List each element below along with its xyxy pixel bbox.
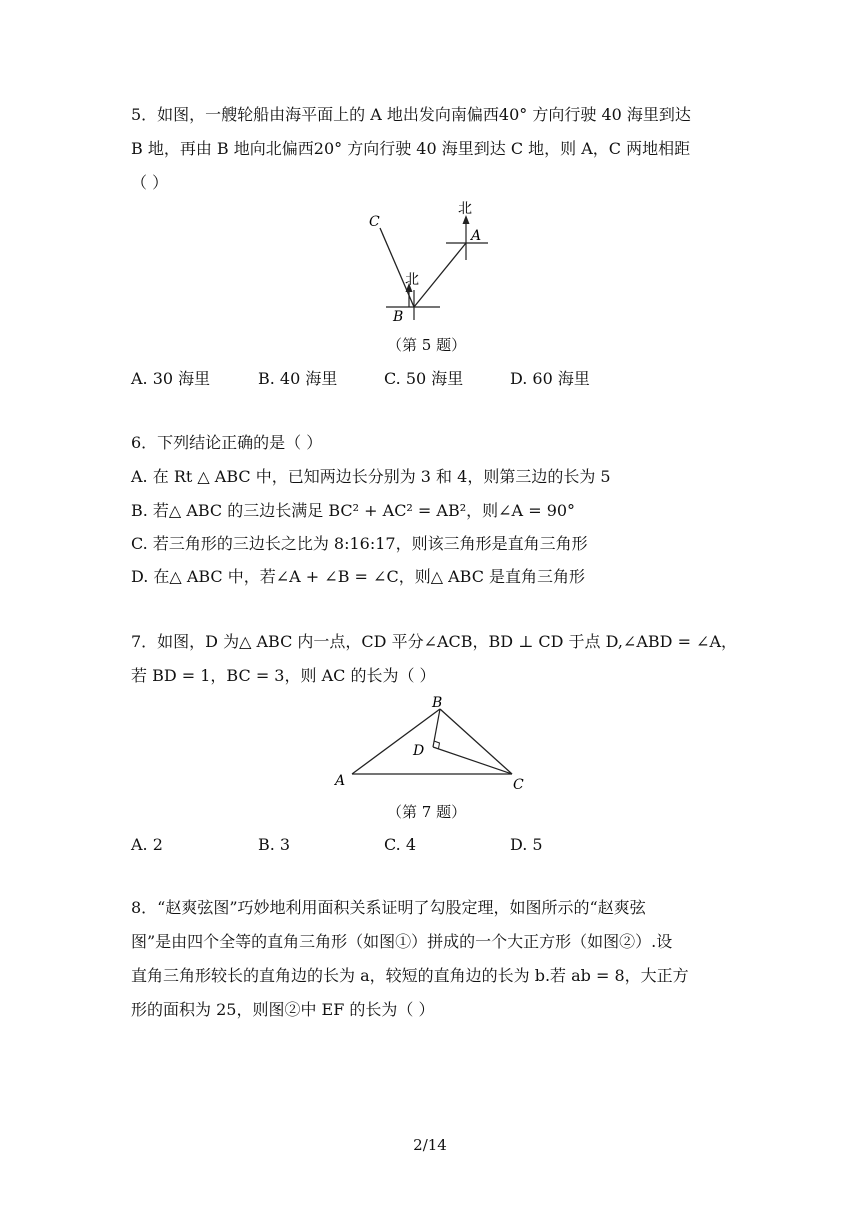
q5-label-north-b: 北	[405, 272, 419, 288]
q7-segment-bc	[440, 709, 512, 774]
q6-stem: 6．下列结论正确的是（ ）	[131, 433, 323, 452]
q5-option-c: C. 50 海里	[384, 369, 464, 388]
q5-option-b: B. 40 海里	[258, 369, 338, 388]
q8-stem-line-1: 8．“赵爽弦图”巧妙地利用面积关系证明了勾股定理，如图所示的“赵爽弦	[131, 898, 646, 917]
q5-option-d: D. 60 海里	[510, 369, 590, 388]
q5-label-b: B	[393, 309, 404, 325]
q7-caption: （第 7 题）	[387, 803, 467, 821]
q5-label-c: C	[369, 214, 380, 230]
q8-stem-line-2: 图”是由四个全等的直角三角形（如图①）拼成的一个大正方形（如图②）.设	[131, 932, 673, 951]
q7-label-d: D	[413, 743, 425, 759]
q5-label-a: A	[471, 228, 482, 244]
q7-figure	[330, 693, 530, 793]
q7-label-b: B	[432, 695, 443, 711]
q5-caption: （第 5 题）	[387, 336, 467, 354]
q5-option-a: A. 30 海里	[131, 369, 211, 388]
q5-segment-ba	[414, 243, 466, 307]
q5-figure	[360, 200, 500, 330]
q5-stem-line-2: B 地，再由 B 地向北偏西20° 方向行驶 40 海里到达 C 地，则 A，C 两地相距	[131, 139, 691, 158]
q7-option-b: B. 3	[258, 835, 291, 854]
q7-stem-line-2: 若 BD = 1，BC = 3，则 AC 的长为（ ）	[131, 666, 436, 685]
q7-segment-ab	[352, 709, 440, 774]
q6-option-a: A. 在 Rt △ ABC 中，已知两边长分别为 3 和 4，则第三边的长为 5	[131, 467, 611, 486]
q7-label-a: A	[335, 773, 346, 789]
q8-stem-line-3: 直角三角形较长的直角边的长为 a，较短的直角边的长为 b.若 ab = 8，大正方	[131, 966, 689, 985]
q5-stem-line-1: 5．如图，一艘轮船由海平面上的 A 地出发向南偏西40° 方向行驶 40 海里到达	[131, 105, 691, 124]
q6-option-b: B. 若△ ABC 的三边长满足 BC² + AC² = AB²，则∠A = 90°	[131, 501, 576, 520]
q5-label-north-top: 北	[458, 201, 472, 217]
q7-option-d: D. 5	[510, 835, 543, 854]
q6-option-d: D. 在△ ABC 中，若∠A + ∠B = ∠C，则△ ABC 是直角三角形	[131, 567, 586, 586]
q8-stem-line-4: 形的面积为 25，则图②中 EF 的长为（ ）	[131, 1000, 435, 1019]
q7-option-a: A. 2	[131, 835, 163, 854]
page-number: 2/14	[413, 1136, 447, 1154]
q7-label-c: C	[513, 777, 524, 793]
q7-option-c: C. 4	[384, 835, 417, 854]
q7-stem-line-1: 7．如图，D 为△ ABC 内一点，CD 平分∠ACB，BD ⊥ CD 于点 D,∠ABD = ∠A，	[131, 632, 738, 651]
q6-option-c: C. 若三角形的三边长之比为 8:16:17，则该三角形是直角三角形	[131, 534, 588, 553]
q5-stem-line-3: （ ）	[131, 173, 169, 192]
q7-segment-dc	[433, 747, 512, 774]
